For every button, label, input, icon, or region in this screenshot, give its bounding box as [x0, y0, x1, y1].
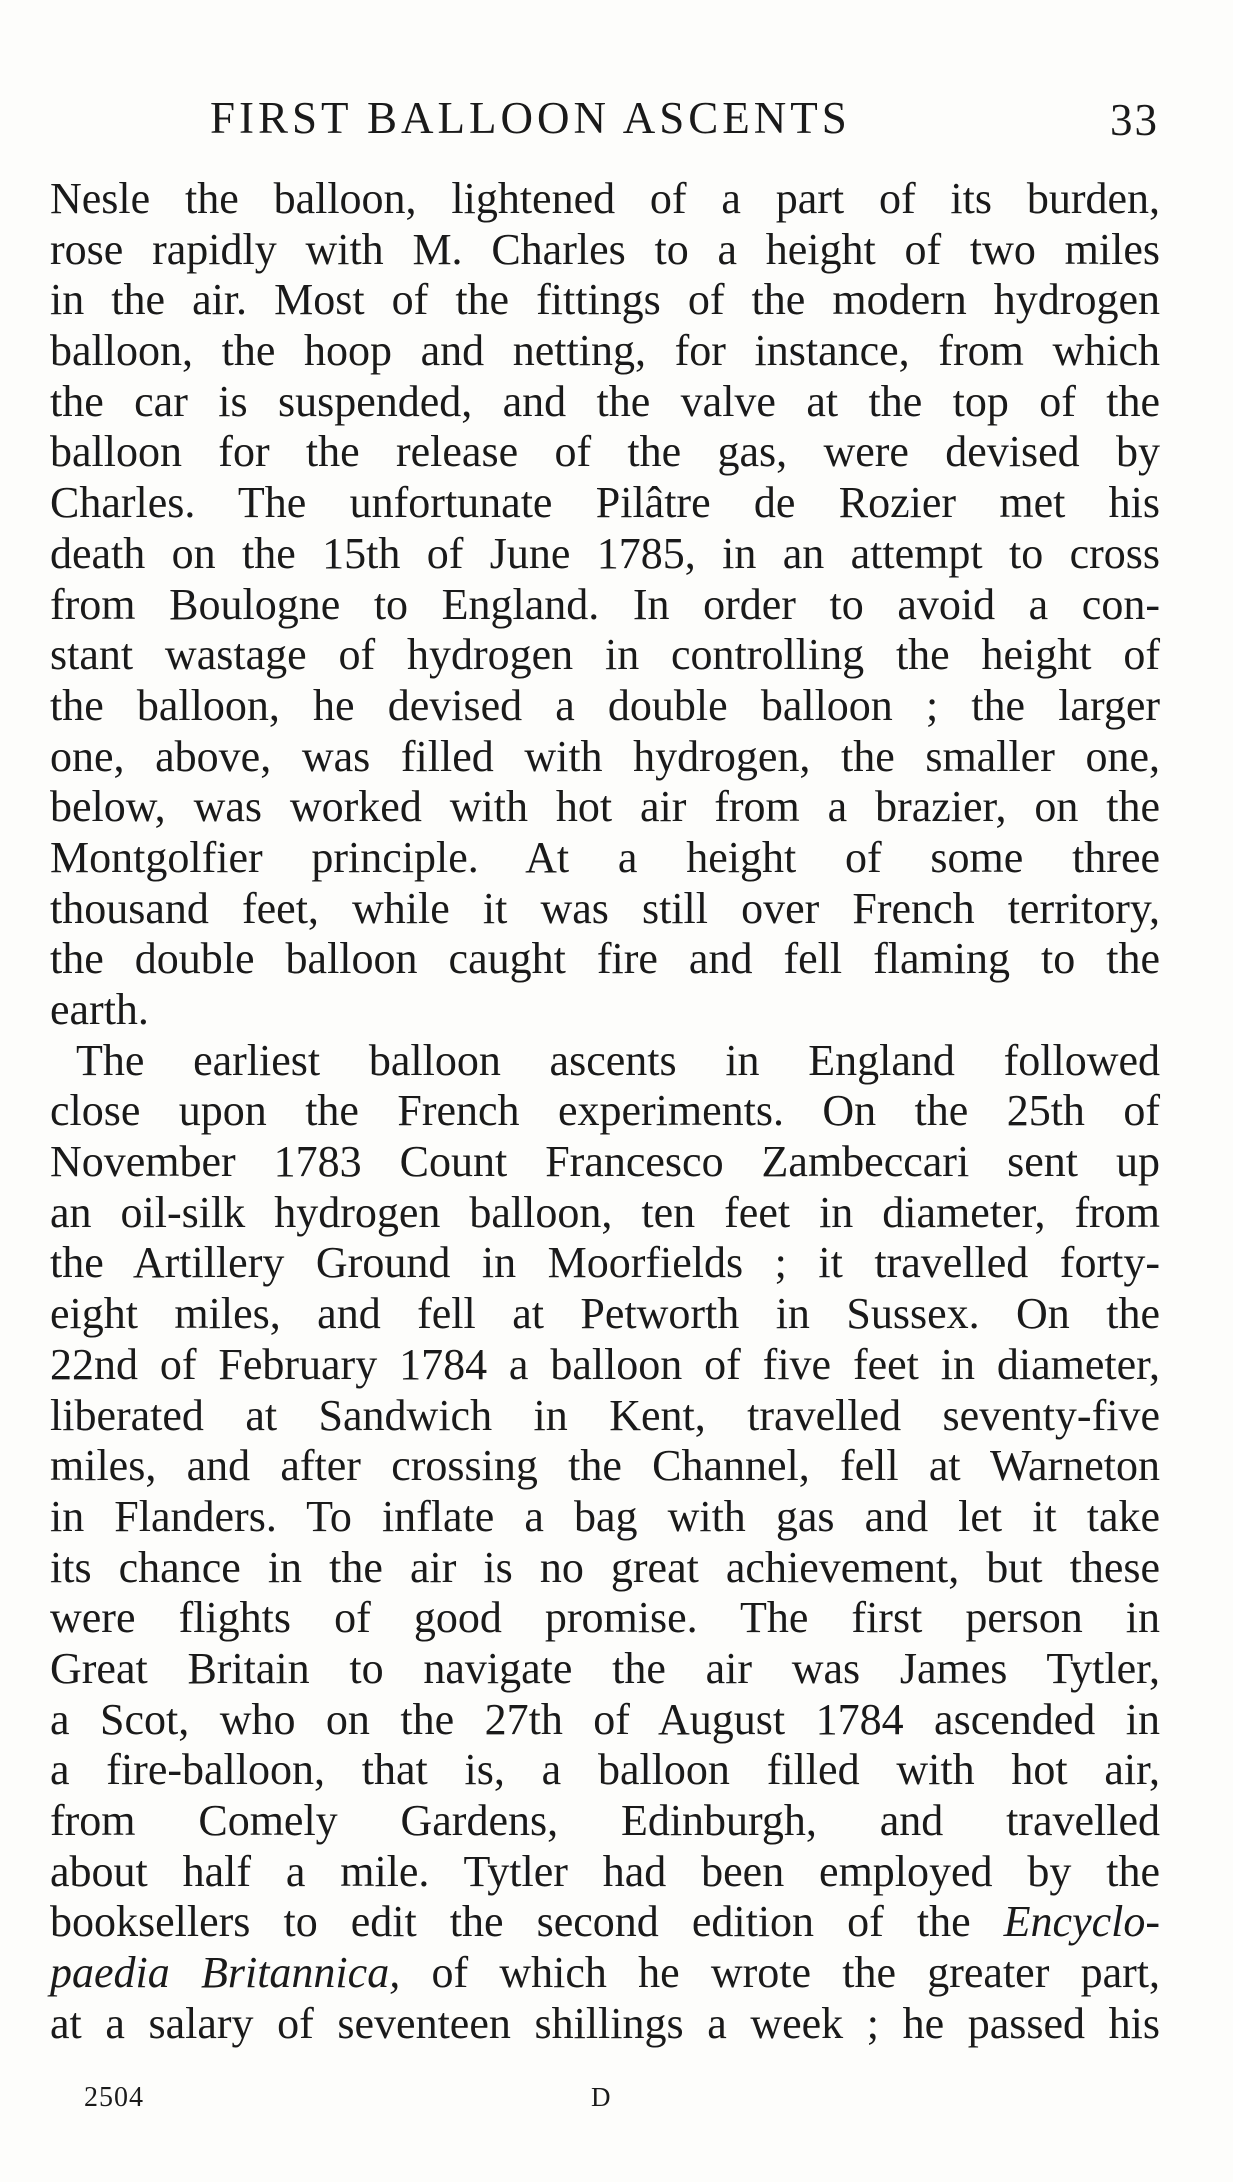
text-line: Nesle the balloon, lightened of a part of its burden, — [50, 174, 1160, 223]
text-line: the Artillery Ground in Moorfields ; it travelled forty- — [50, 1238, 1160, 1288]
text-line: in the air. Most of the fittings of the modern hydrogen — [50, 275, 1160, 325]
text-segment: of which he wrote the greater part, — [431, 1948, 1161, 1998]
italic-title: Encyclo- — [1003, 1897, 1160, 1947]
text-line: balloon for the release of the gas, were devised by — [50, 427, 1160, 477]
text-line: miles, and after crossing the Channel, fell at Warneton — [50, 1441, 1160, 1491]
text-line: below, was worked with hot air from a brazier, on the — [50, 782, 1160, 832]
text-line: liberated at Sandwich in Kent, travelled seventy-five — [50, 1390, 1160, 1440]
text-line: the balloon, he devised a double balloon ; the larger — [50, 680, 1160, 730]
text-line: at a salary of seventeen shillings a week ; he passed his — [50, 1998, 1160, 2048]
text-line: one, above, was filled with hydrogen, the smaller one, — [50, 731, 1160, 781]
text-line: the car is suspended, and the valve at the top of the — [50, 376, 1160, 426]
text-segment: booksellers to edit the second edition of the — [50, 1897, 971, 1947]
signature-letter: D — [591, 2082, 611, 2112]
text-line: Montgolfier principle. At a height of some three — [50, 832, 1160, 882]
text-line: in Flanders. To inflate a bag with gas and let it take — [50, 1491, 1160, 1541]
text-line: death on the 15th of June 1785, in an attempt to cross — [50, 528, 1160, 578]
text-line — [50, 1948, 1160, 1999]
text-line: from Comely Gardens, Edinburgh, and travelled — [50, 1796, 1160, 1845]
text-line: the double balloon caught fire and fell flaming to the — [50, 934, 1160, 984]
text-line: November 1783 Count Francesco Zambeccari sent up — [50, 1137, 1160, 1187]
text-line: a fire-balloon, that is, a balloon filled with hot air, — [50, 1745, 1160, 1795]
text-line: eight miles, and fell at Petworth in Sussex. On the — [50, 1289, 1160, 1339]
page-header — [0, 92, 1233, 152]
text-line: its chance in the air is no great achievement, but these — [50, 1542, 1160, 1592]
body-text — [50, 174, 1160, 2049]
text-line: an oil-silk hydrogen balloon, ten feet in diameter, from — [50, 1187, 1160, 1237]
text-line: 22nd of February 1784 a balloon of five feet in diameter, — [50, 1339, 1160, 1389]
text-line — [50, 1897, 1160, 1948]
text-line: about half a mile. Tytler had been employed by the — [50, 1846, 1160, 1896]
text-line: earth. — [50, 985, 149, 1034]
italic-title: paedia Britannica, — [50, 1948, 401, 1998]
text-line: Charles. The unfortunate Pilâtre de Rozier met his — [50, 478, 1160, 528]
text-line: Great Britain to navigate the air was James Tytler, — [50, 1643, 1160, 1693]
running-title: FIRST BALLOON ASCENTS — [210, 93, 851, 143]
text-line: were flights of good promise. The first person in — [50, 1593, 1160, 1643]
text-line: balloon, the hoop and netting, for instance, from which — [50, 326, 1160, 376]
text-line: thousand feet, while it was still over French territory, — [50, 883, 1160, 933]
page-number: 33 — [1110, 95, 1159, 145]
text-line: The earliest balloon ascents in England followed — [76, 1035, 1160, 1085]
signature-mark: 2504 — [84, 2082, 144, 2113]
text-line: rose rapidly with M. Charles to a height of two miles — [50, 224, 1160, 274]
text-line: a Scot, who on the 27th of August 1784 ascended in — [50, 1694, 1160, 1744]
text-line: stant wastage of hydrogen in controlling the height of — [50, 630, 1160, 680]
text-line: from Boulogne to England. In order to avoid a con- — [50, 579, 1160, 629]
text-line: close upon the French experiments. On the 25th of — [50, 1086, 1160, 1136]
